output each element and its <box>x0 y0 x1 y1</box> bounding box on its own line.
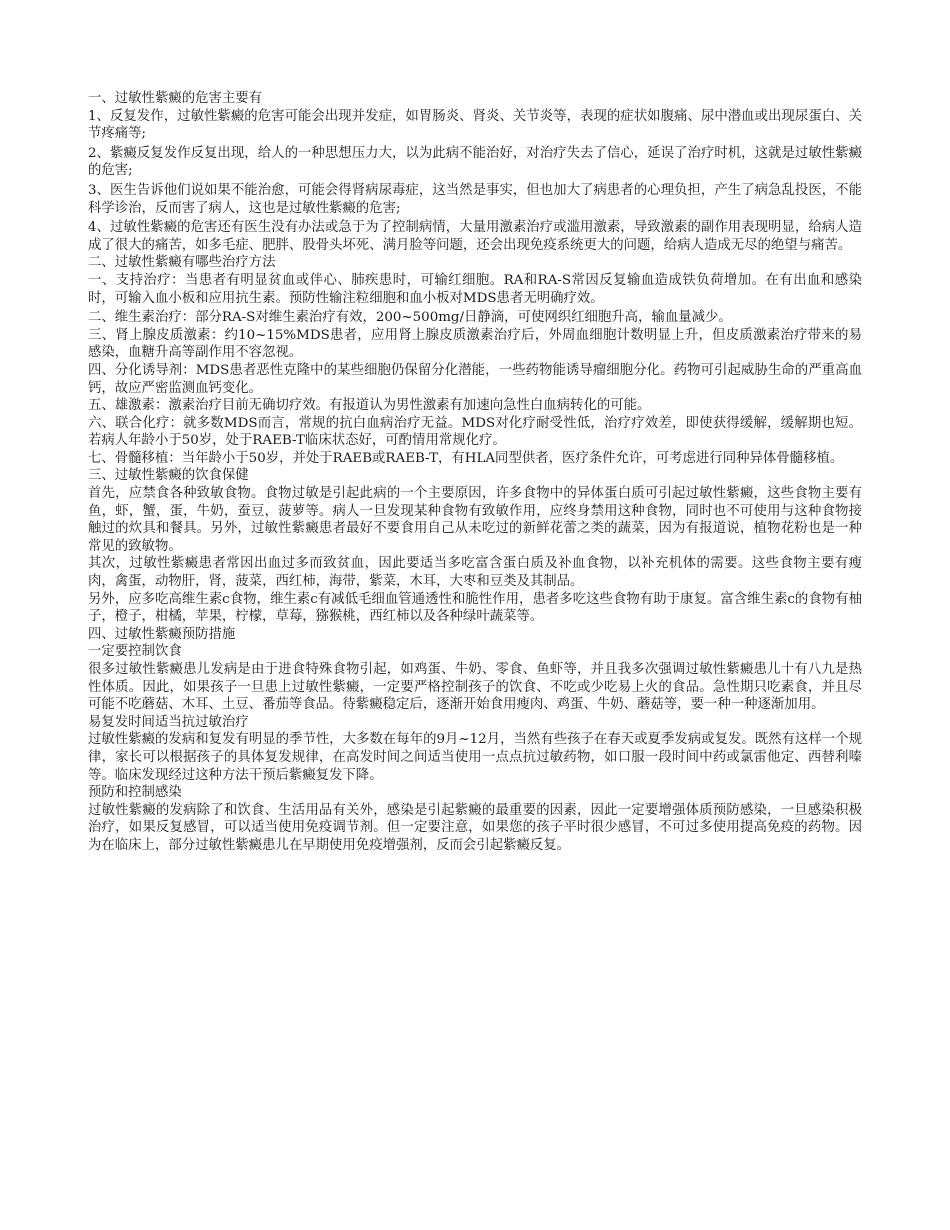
paragraph: 其次，过敏性紫癜患者常因出血过多而致贫血，因此要适当多吃富含蛋白质及补血食物，以补充机体的需要。这些食物主要有瘦肉，禽蛋，动物肝，肾，菠菜，西红柿，海带，紫菜，木耳，大枣和豆类及其制品。 <box>88 556 862 590</box>
paragraph: 首先，应禁食各种致敏食物。食物过敏是引起此病的一个主要原因，许多食物中的异体蛋白质可引起过敏性紫癜，这些食物主要有鱼，虾，蟹，蛋，牛奶，蚕豆，菠萝等。病人一旦发现某种食物有致敏作用，应终身禁用这种食物，同时也不可使用与这种食物接触过的炊具和餐具。另外，过敏性紫癜患者最好不要食用自己从未吃过的新鲜花蕾之类的蔬菜，因为有报道说，植物花粉也是一种常见的致敏物。 <box>88 486 862 554</box>
paragraph: 4、过敏性紫癜的危害还有医生没有办法或急于为了控制病情，大量用激素治疗或滥用激素，导致激素的副作用表现明显，给病人造成了很大的痛苦，如多毛症、肥胖、股骨头坏死、满月脸等问题，还会出现免疫系统更大的问题，给病人造成无尽的绝望与痛苦。 <box>88 220 862 253</box>
paragraph: 1、反复发作，过敏性紫癜的危害可能会出现并发症，如胃肠炎、肾炎、关节炎等，表现的症状如腹痛、尿中潜血或出现尿蛋白、关节疼痛等; <box>88 108 862 142</box>
subheading: 预防和控制感染 <box>88 785 182 801</box>
subheading: 易复发时间适当抗过敏治疗 <box>88 714 249 730</box>
document-body <box>88 90 862 855</box>
paragraph: 过敏性紫癜的发病和复发有明显的季节性，大多数在每年的9月~12月，当然有些孩子在春天或夏季发病或复发。既然有这样一个规律，家长可以根据孩子的具体复发规律，在高发时间之间适当使用一点点抗过敏药物，如口服一段时间中药或氯雷他定、西替利嗪等。临床发现经过这种方法干预后紫癜复发下降。 <box>88 732 862 783</box>
paragraph: 很多过敏性紫癜患儿发病是由于进食特殊食物引起，如鸡蛋、牛奶、零食、鱼虾等，并且我多次强调过敏性紫癜患儿十有八九是热性体质。因此，如果孩子一旦患上过敏性紫癜，一定要严格控制孩子的饮食、不吃或少吃易上火的食品。急性期只吃素食，并且尽可能不吃蘑菇、木耳、土豆、番茄等食品。待紫癜稳定后，逐渐开始食用瘦肉、鸡蛋、牛奶、蘑菇等，要一种一种逐渐加用。 <box>88 662 862 713</box>
paragraph: 六、联合化疗：就多数MDS而言，常规的抗白血病治疗无益。MDS对化疗耐受性低，治疗疗效差，即使获得缓解，缓解期也短。若病人年龄小于50岁，处于RAEB-T临床状态好，可酌情用常规化疗。 <box>88 415 862 449</box>
paragraph: 五、雄激素：激素治疗目前无确切疗效。有报道认为男性激素有加速向急性白血病转化的可能。 <box>88 398 651 414</box>
paragraph: 过敏性紫癜的发病除了和饮食、生活用品有关外，感染是引起紫癜的最重要的因素，因此一定要增强体质预防感染，一旦感染积极治疗，如果反复感冒，可以适当使用免疫调节剂。但一定要注意，如果您的孩子平时很少感冒，不可过多使用提高免疫的药物。因为在临床上，部分过敏性紫癜患儿在早期使用免疫增强剂，反而会引起紫癜反复。 <box>88 802 862 853</box>
section-heading-1: 一、过敏性紫癜的危害主要有 <box>88 91 263 106</box>
paragraph: 七、骨髓移植：当年龄小于50岁，并处于RAEB或RAEB-T，有HLA同型供者，医疗条件允许，可考虑进行同种异体骨髓移植。 <box>88 450 844 466</box>
paragraph: 另外，应多吃高维生素c食物，维生素c有减低毛细血管通透性和脆性作用，患者多吃这些食物有助于康复。富含维生素c的食物有柚子，橙子，柑橘，苹果，柠檬，草莓，猕猴桃，西红柿以及各种绿叶蔬菜等。 <box>88 591 862 625</box>
paragraph: 2、紫癜反复发作反复出现，给人的一种思想压力大，以为此病不能治好，对治疗失去了信心，延误了治疗时机，这就是过敏性紫癜的危害; <box>88 145 862 179</box>
paragraph: 3、医生告诉他们说如果不能治愈，可能会得肾病尿毒症，这当然是事实，但也加大了病患者的心理负担，产生了病急乱投医，不能科学诊治，反而害了病人，这也是过敏性紫癜的危害; <box>88 182 862 216</box>
paragraph: 四、分化诱导剂：MDS患者恶性克隆中的某些细胞仍保留分化潜能，一些药物能诱导瘤细胞分化。药物可引起威胁生命的严重高血钙，故应严密监测血钙变化。 <box>88 362 862 396</box>
section-heading-2: 二、过敏性紫癜有哪些治疗方法 <box>88 255 276 271</box>
section-heading-4: 四、过敏性紫癜预防措施 <box>88 626 236 642</box>
paragraph: 二、维生素治疗：部分RA-S对维生素治疗有效，200~500mg/日静滴，可使网织红细胞升高，输血量减少。 <box>88 310 732 326</box>
paragraph: 三、肾上腺皮质激素：约10~15%MDS患者，应用肾上腺皮质激素治疗后，外周血细胞计数明显上升，但皮质激素治疗带来的易感染，血糖升高等副作用不容忽视。 <box>88 327 862 361</box>
section-heading-3: 三、过敏性紫癜的饮食保健 <box>88 468 249 484</box>
paragraph: 一、支持治疗：当患者有明显贫血或伴心、肺疾患时，可输红细胞。RA和RA-S常因反复输血造成铁负荷增加。在有出血和感染时，可输入血小板和应用抗生素。预防性输注粒细胞和血小板对MDS患者无明确疗效。 <box>88 272 862 306</box>
subheading: 一定要控制饮食 <box>88 644 182 660</box>
